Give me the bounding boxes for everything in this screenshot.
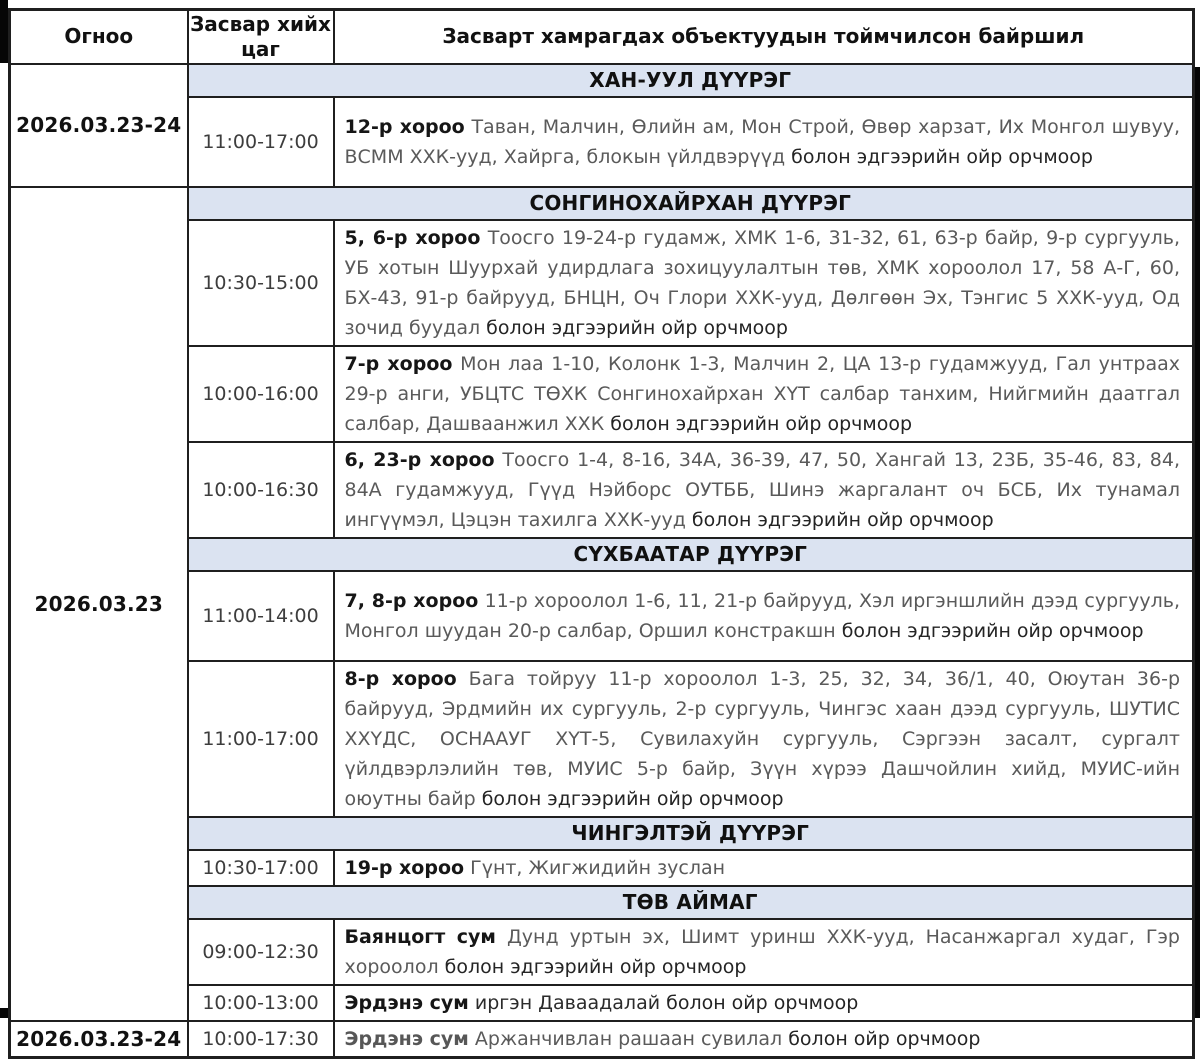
column-header-location: Засварт хамрагдах объектуудын тоймчилсон байршил <box>334 10 1194 64</box>
area-name: Баянцогт сум <box>344 925 496 948</box>
column-header-time: Засвар хийх цаг <box>188 10 334 64</box>
time-cell: 10:30-15:00 <box>188 220 334 346</box>
table-row <box>10 442 1194 538</box>
maintenance-schedule-table <box>8 8 1195 1059</box>
table-row <box>10 1021 1194 1058</box>
location-cell <box>334 97 1194 187</box>
area-name: 7, 8-р хороо <box>344 589 479 612</box>
location-cell <box>334 850 1194 886</box>
location-cell <box>334 1021 1194 1058</box>
area-suffix: болон ойр орчмоор <box>666 991 859 1014</box>
location-cell <box>334 919 1194 985</box>
time-cell: 11:00-17:00 <box>188 97 334 187</box>
table-row <box>10 571 1194 661</box>
area-detail: Тоосго 19-24-р гудамж, ХМК 1-6, 31-32, 61, 63-р байр, 9-р сургууль, УБ хотын Шуурхай удирдлага зохицуулалтын төв, ХМК хороолол 17, 58 А-Г, 60, БХ-43, 91-р байрууд, БНЦН, Оч Глори ХХК-ууд, Дөлгөөн Эх, Тэнгис 5 ХХК-ууд, Од зочид буудал <box>344 226 1181 339</box>
area-suffix: болон эдгээрийн ойр орчмоор <box>444 955 747 978</box>
date-cell: 2026.03.23-24 <box>10 64 188 187</box>
district-header-tuv-aimag: ТӨВ АЙМАГ <box>188 886 1194 919</box>
table-row <box>10 985 1194 1021</box>
date-cell: 2026.03.23-24 <box>10 1021 188 1058</box>
area-suffix: болон эдгээрийн ойр орчмоор <box>691 508 994 531</box>
area-name: Эрдэнэ сум <box>344 1027 469 1050</box>
time-cell: 11:00-14:00 <box>188 571 334 661</box>
table-row <box>10 661 1194 817</box>
table-row <box>10 220 1194 346</box>
area-detail: иргэн Даваадалай <box>474 991 661 1014</box>
location-cell <box>334 346 1194 442</box>
area-suffix: болон эдгээрийн ойр орчмоор <box>841 619 1144 642</box>
location-cell <box>334 571 1194 661</box>
area-detail: Мон лаа 1-10, Колонк 1-3, Малчин 2, ЦА 13-р гудамжууд, Гал унтраах 29-р анги, УБЦТС ТӨХК Сонгинохайрхан ХҮТ салбар танхим, Нийгмийн даатгал салбар, Дашваанжил ХХК <box>344 352 1180 435</box>
section-header-row <box>10 187 1194 220</box>
area-detail: Тоосго 1-4, 8-16, 34А, 36-39, 47, 50, Хангай 13, 23Б, 35-46, 83, 84, 84А гудамжууд, Гүүд Нэйборс ОУТББ, Шинэ жаргалант оч БСБ, Их тунамал ингүүмэл, Цэцэн тахилга ХХК-ууд <box>344 448 1180 531</box>
section-header-row <box>10 817 1194 850</box>
area-detail: Гүнт, Жигжидийн зуслан <box>470 856 726 879</box>
area-detail: 11-р хороолол 1-6, 11, 21-р байрууд, Хэл иргэншлийн дээд сургууль, Монгол шуудан 20-р салбар, Оршил констракшн <box>344 589 1180 642</box>
area-name: Эрдэнэ сум <box>344 991 469 1014</box>
area-suffix: болон эдгээрийн ойр орчмоор <box>486 316 788 339</box>
time-cell: 10:00-17:30 <box>188 1021 334 1058</box>
area-name: 5, 6-р хороо <box>344 226 481 249</box>
location-cell <box>334 220 1194 346</box>
area-name: 7-р хороо <box>344 352 453 375</box>
area-detail: Аржанчивлан рашаан сувилал <box>474 1027 783 1050</box>
area-suffix: болон ойр орчмоор <box>788 1027 981 1050</box>
area-name: 6, 23-р хороо <box>344 448 495 471</box>
table-row <box>10 97 1194 187</box>
table-row <box>10 346 1194 442</box>
time-cell: 10:00-16:30 <box>188 442 334 538</box>
area-suffix: болон эдгээрийн ойр орчмоор <box>481 787 784 810</box>
location-cell <box>334 442 1194 538</box>
area-suffix: болон эдгээрийн ойр орчмоор <box>791 145 1093 168</box>
time-cell: 11:00-17:00 <box>188 661 334 817</box>
district-header-songinokhairkhan: СОНГИНОХАЙРХАН ДҮҮРЭГ <box>188 187 1194 220</box>
district-header-chingeltei: ЧИНГЭЛТЭЙ ДҮҮРЭГ <box>188 817 1194 850</box>
area-detail: Таван, Малчин, Өлийн ам, Мон Строй, Өвөр харзат, Их Монгол шувуу, ВСММ ХХК-ууд, Хайрга, блокын үйлдвэрүүд <box>344 115 1181 168</box>
location-cell <box>334 661 1194 817</box>
area-name: 12-р хороо <box>344 115 465 138</box>
location-cell <box>334 985 1194 1021</box>
section-header-row <box>10 538 1194 571</box>
time-cell: 10:30-17:00 <box>188 850 334 886</box>
area-detail: Бага тойруу 11-р хороолол 1-3, 25, 32, 34, 36/1, 40, Оюутан 36-р байрууд, Эрдмийн их сургууль, 2-р сургууль, Чингэс хаан дээд сургууль, ШУТИС ХХҮДС, ОСНААУГ ХҮТ-5, Сувилахуйн сургууль, Сэргээн засалт, сургалт үйлдвэрлэлийн төв, МУИС 5-р байр, Зүүн хүрээ Дашчойлин хийд, МУИС-ийн оюутны байр <box>344 667 1181 810</box>
district-header-khan-uul: ХАН-УУЛ ДҮҮРЭГ <box>188 64 1194 97</box>
column-header-date: Огноо <box>10 10 188 64</box>
area-suffix: болон эдгээрийн ойр орчмоор <box>610 412 913 435</box>
date-cell: 2026.03.23 <box>10 187 188 1021</box>
scan-edge-artifact-left <box>0 0 8 63</box>
district-header-sukhbaatar: СҮХБААТАР ДҮҮРЭГ <box>188 538 1194 571</box>
time-cell: 10:00-16:00 <box>188 346 334 442</box>
area-detail: Дунд уртын эх, Шимт уринш ХХК-ууд, Насанжаргал худаг, Гэр хороолол <box>344 925 1180 978</box>
table-row <box>10 850 1194 886</box>
table-header-row <box>10 10 1194 64</box>
area-name: 19-р хороо <box>344 856 465 879</box>
scan-edge-artifact-right <box>1195 67 1200 1018</box>
time-cell: 10:00-13:00 <box>188 985 334 1021</box>
section-header-row <box>10 64 1194 97</box>
table-row <box>10 919 1194 985</box>
section-header-row <box>10 886 1194 919</box>
area-name: 8-р хороо <box>344 667 457 690</box>
time-cell: 09:00-12:30 <box>188 919 334 985</box>
